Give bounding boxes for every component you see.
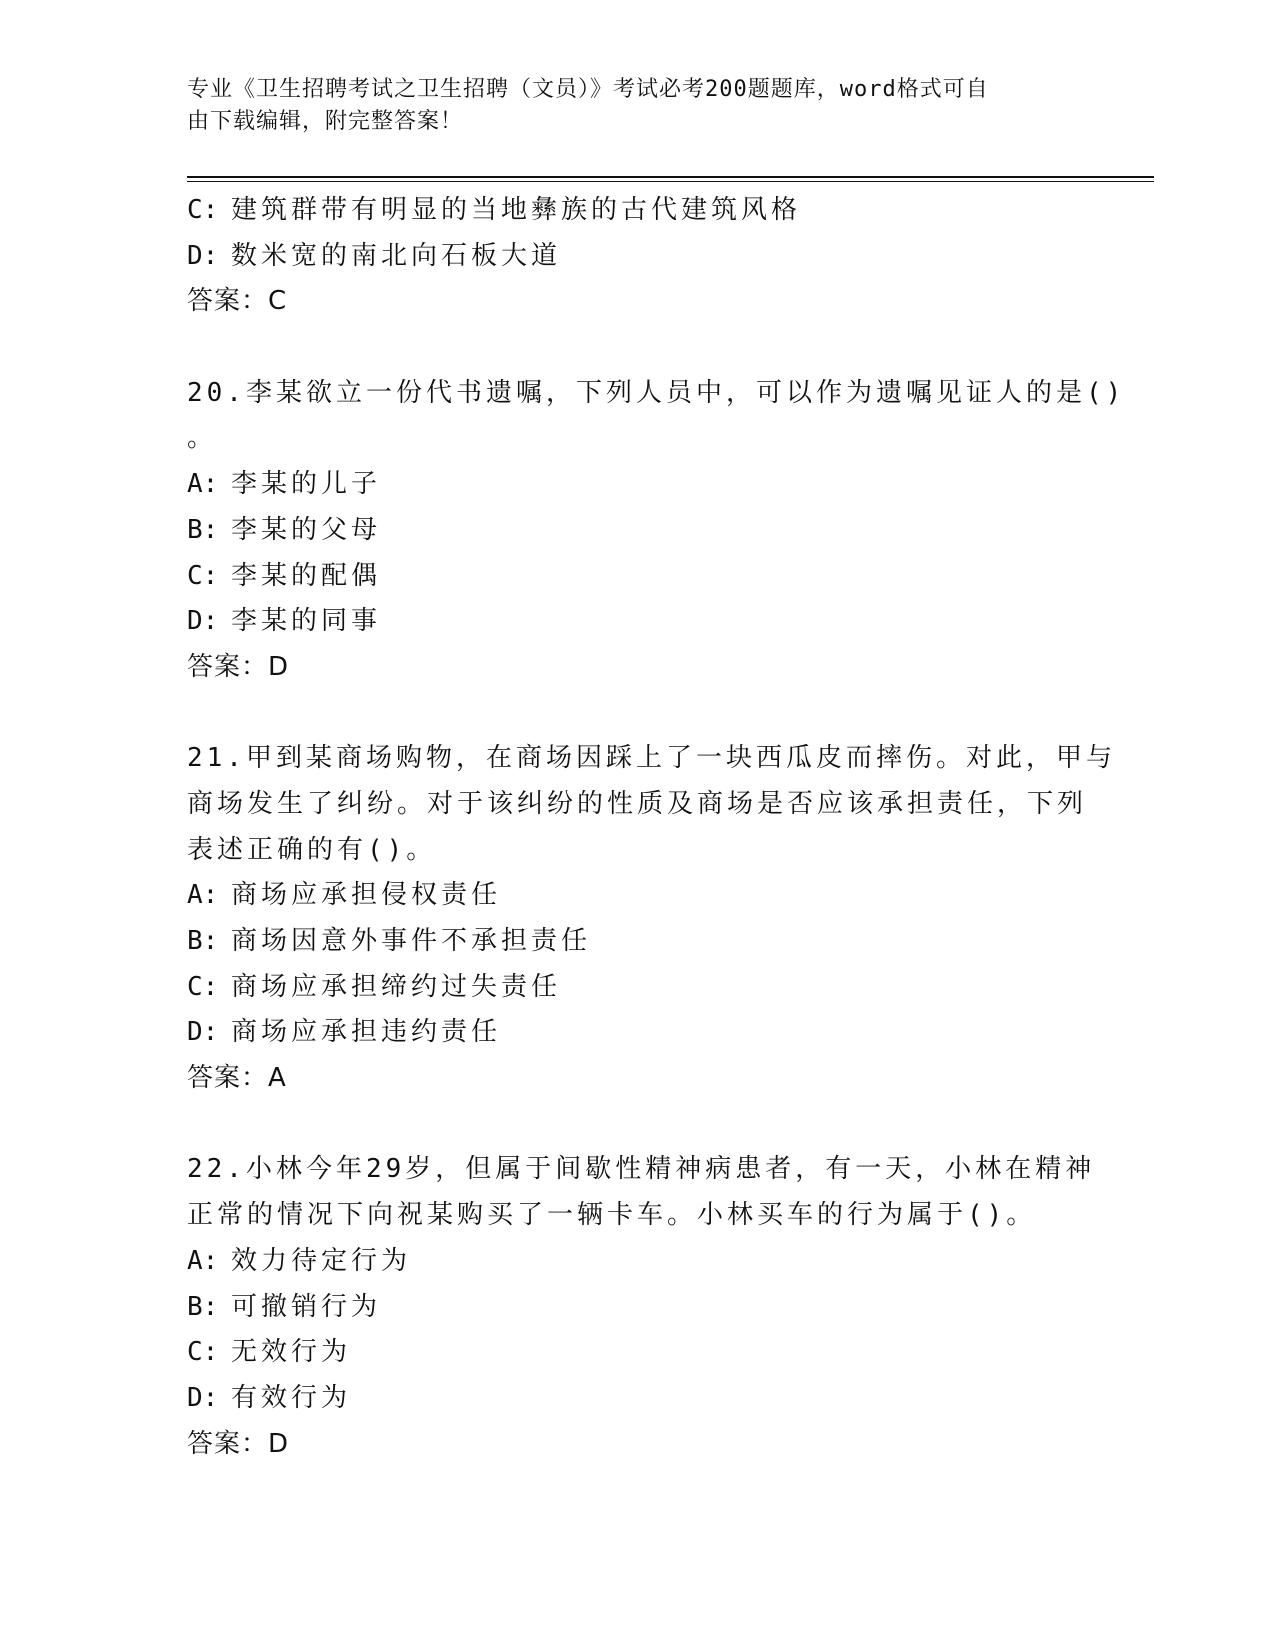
option-label: B: bbox=[187, 926, 219, 956]
option-label: D: bbox=[187, 606, 219, 637]
question-text-line: 。 bbox=[187, 423, 218, 454]
option-text: 李某的儿子 bbox=[231, 469, 382, 500]
question-21 bbox=[187, 736, 1116, 1102]
option-label: D: bbox=[187, 240, 219, 271]
header-line-1: 专业《卫生招聘考试之卫生招聘（文员）》考试必考200题题库，word格式可自 bbox=[187, 77, 989, 102]
option-b bbox=[187, 919, 1087, 965]
option-label: D: bbox=[187, 1017, 219, 1048]
option-text: 商场应承担违约责任 bbox=[231, 1017, 502, 1048]
option-text: 无效行为 bbox=[231, 1337, 352, 1368]
option-a bbox=[187, 1239, 1087, 1285]
spacer bbox=[187, 691, 1087, 737]
option-c bbox=[187, 965, 1087, 1011]
answer-line: 答案：D bbox=[187, 651, 290, 682]
question-text-line: 21.甲到某商场购物，在商场因踩上了一块西瓜皮而摔伤。对此，甲与 bbox=[187, 743, 1116, 774]
option-label: A: bbox=[187, 469, 219, 500]
option-label: C: bbox=[187, 560, 219, 591]
option-label: A: bbox=[187, 1245, 219, 1276]
option-text: 数米宽的南北向石板大道 bbox=[231, 240, 562, 271]
spacer bbox=[187, 1102, 1087, 1148]
option-c bbox=[187, 554, 1087, 600]
question-22 bbox=[187, 1147, 1096, 1467]
question-20 bbox=[187, 371, 1126, 691]
option-label: B: bbox=[187, 514, 219, 545]
question-text-line: 商场发生了纠纷。对于该纠纷的性质及商场是否应该承担责任，下列 bbox=[187, 788, 1088, 819]
option-text: 可撤销行为 bbox=[231, 1291, 382, 1322]
option-text: 有效行为 bbox=[231, 1382, 352, 1413]
option-d bbox=[187, 1376, 1087, 1422]
option-c bbox=[187, 188, 1087, 234]
option-text: 李某的同事 bbox=[231, 606, 382, 637]
option-label: A: bbox=[187, 880, 219, 911]
option-a bbox=[187, 462, 1087, 508]
option-d bbox=[187, 599, 1087, 645]
spacer bbox=[187, 325, 1087, 371]
answer-line: 答案：C bbox=[187, 286, 288, 317]
prev-question bbox=[187, 188, 1087, 325]
option-b bbox=[187, 1285, 1087, 1331]
option-c bbox=[187, 1330, 1087, 1376]
option-label: C: bbox=[187, 971, 219, 1002]
question-content bbox=[187, 188, 1126, 1467]
question-text-line: 22.小林今年29岁，但属于间歇性精神病患者，有一天，小林在精神 bbox=[187, 1154, 1096, 1185]
option-a bbox=[187, 873, 1087, 919]
question-text-line: 20.李某欲立一份代书遗嘱，下列人员中，可以作为遗嘱见证人的是() bbox=[187, 377, 1126, 408]
answer-line: 答案：D bbox=[187, 1428, 290, 1459]
option-label: C: bbox=[187, 1337, 219, 1368]
option-text: 建筑群带有明显的当地彝族的古代建筑风格 bbox=[231, 195, 802, 225]
option-text: 李某的父母 bbox=[231, 514, 382, 545]
page-header bbox=[187, 74, 1067, 138]
option-text: 李某的配偶 bbox=[231, 560, 382, 591]
option-label: B: bbox=[187, 1291, 219, 1322]
answer-line: 答案：A bbox=[187, 1063, 287, 1094]
option-b bbox=[187, 508, 1087, 554]
option-label: D: bbox=[187, 1382, 219, 1413]
option-text: 商场应承担缔约过失责任 bbox=[231, 971, 562, 1002]
option-label: C: bbox=[187, 195, 219, 225]
question-text-line: 表述正确的有()。 bbox=[187, 834, 437, 865]
option-text: 效力待定行为 bbox=[231, 1245, 412, 1276]
option-d bbox=[187, 1010, 1087, 1056]
header-line-2: 由下载编辑，附完整答案！ bbox=[187, 109, 464, 134]
question-text-line: 正常的情况下向祝某购买了一辆卡车。小林买车的行为属于()。 bbox=[187, 1200, 1037, 1231]
option-text: 商场因意外事件不承担责任 bbox=[231, 926, 592, 956]
option-text: 商场应承担侵权责任 bbox=[231, 880, 502, 911]
header-divider-thin bbox=[187, 181, 1154, 182]
header-divider-thick bbox=[187, 176, 1154, 178]
option-d bbox=[187, 234, 1087, 280]
